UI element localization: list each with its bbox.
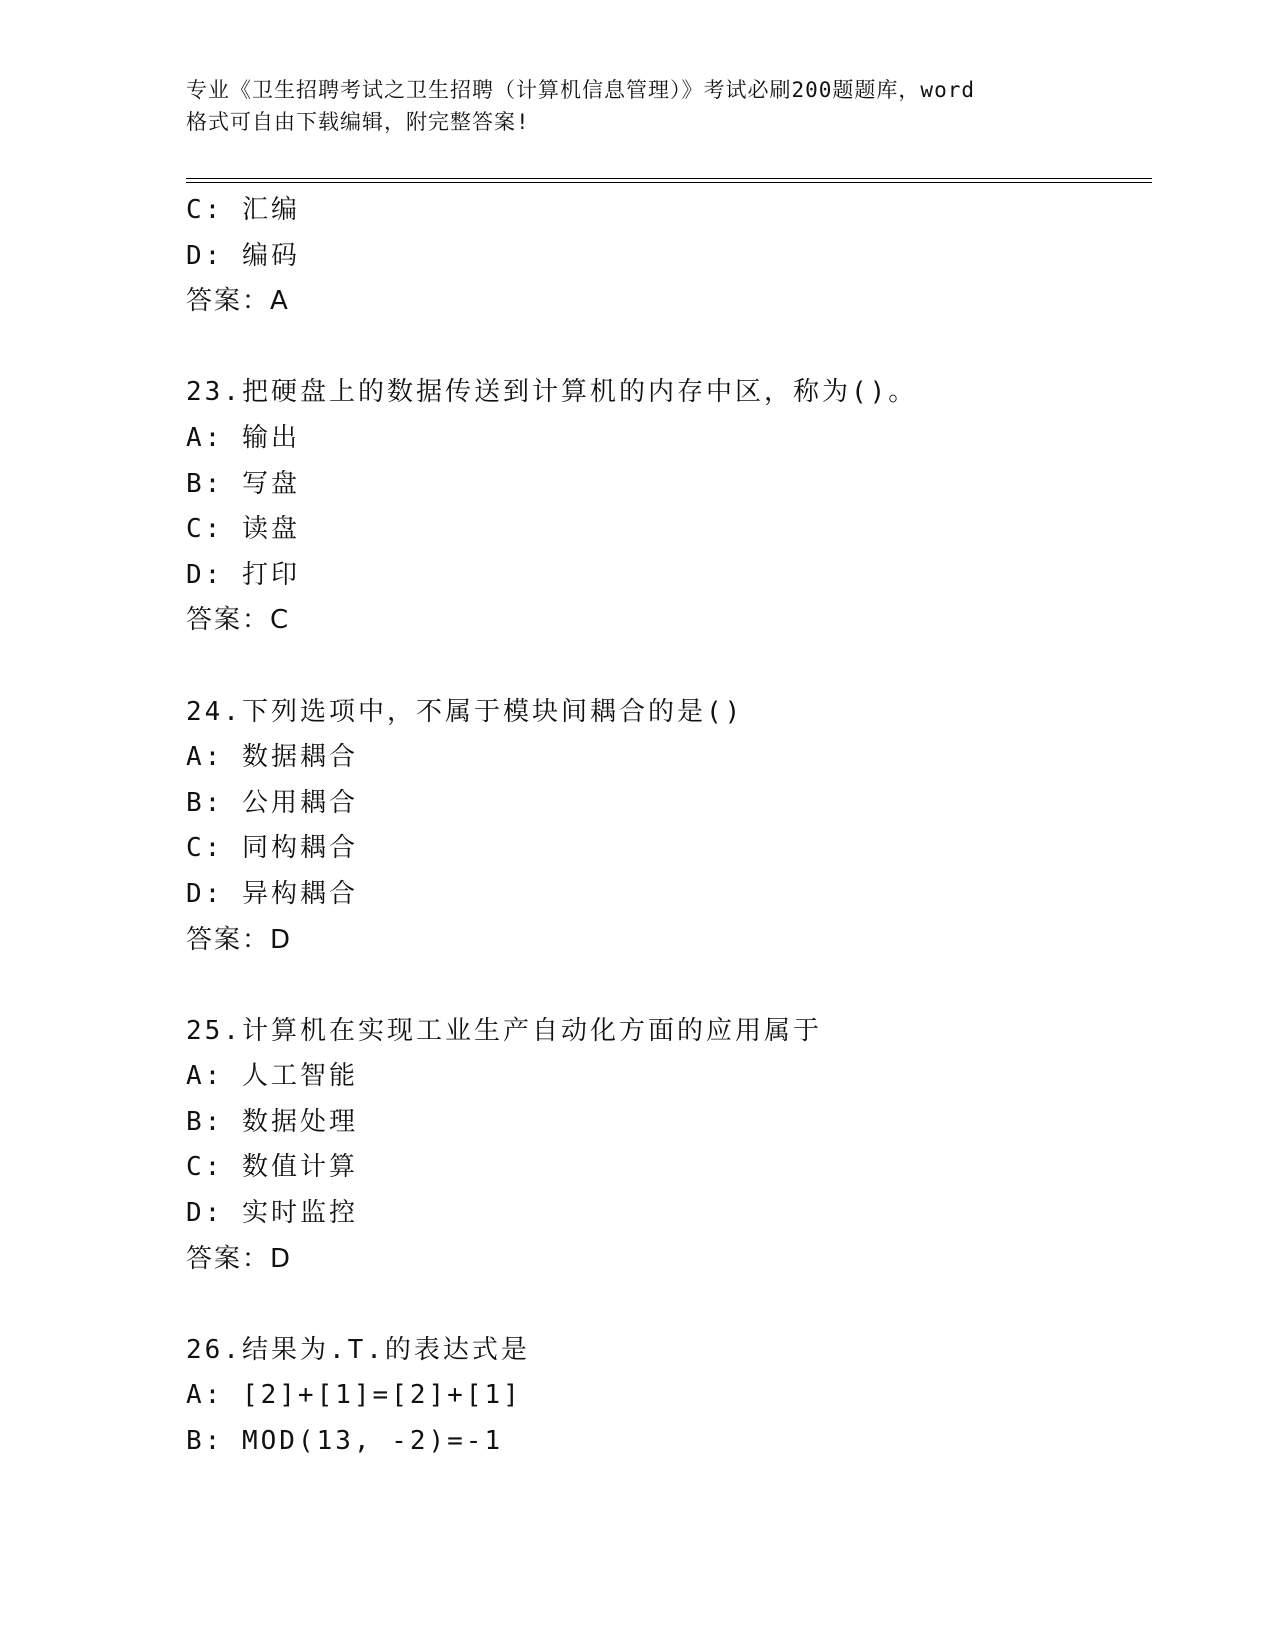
option-b: B: 写盘 — [186, 468, 300, 499]
question-stem: 26.结果为.T.的表达式是 — [186, 1334, 530, 1365]
answer-line: 答案：D — [186, 1243, 293, 1274]
header-line-2: 格式可自由下载编辑，附完整答案! — [186, 110, 530, 134]
question-stem: 24.下列选项中，不属于模块间耦合的是() — [186, 696, 744, 727]
question-block-25 — [186, 1009, 1152, 1283]
option-a: A: 人工智能 — [186, 1061, 358, 1092]
option-b: B: 公用耦合 — [186, 787, 358, 818]
option-a: A: [2]+[1]=[2]+[1] — [186, 1380, 522, 1411]
question-block-26 — [186, 1328, 1152, 1465]
spacer — [186, 963, 1152, 1009]
option-d: D: 打印 — [186, 559, 300, 590]
question-block-23 — [186, 370, 1152, 644]
question-stem: 23.把硬盘上的数据传送到计算机的内存中区，称为()。 — [186, 377, 918, 408]
option-d: D: 异构耦合 — [186, 878, 358, 909]
question-block-24 — [186, 690, 1152, 964]
option-c: C: 读盘 — [186, 514, 300, 545]
question-block-22 — [186, 188, 1152, 325]
answer-line: 答案：A — [186, 286, 290, 317]
option-c: C: 汇编 — [186, 195, 300, 225]
option-a: A: 数据耦合 — [186, 742, 358, 773]
question-stem: 25.计算机在实现工业生产自动化方面的应用属于 — [186, 1015, 822, 1046]
option-c: C: 数值计算 — [186, 1152, 358, 1183]
option-d: D: 编码 — [186, 240, 300, 271]
rule-line-top — [186, 178, 1152, 179]
option-a: A: 输出 — [186, 422, 300, 453]
spacer — [186, 1282, 1152, 1328]
option-c: C: 同构耦合 — [186, 833, 358, 864]
header-double-rule — [186, 178, 1152, 183]
question-list — [186, 188, 1152, 1465]
answer-line: 答案：C — [186, 605, 291, 636]
spacer — [186, 325, 1152, 371]
spacer — [186, 644, 1152, 690]
answer-line: 答案：D — [186, 924, 293, 955]
option-d: D: 实时监控 — [186, 1198, 358, 1229]
document-header — [186, 74, 1086, 138]
option-b: B: MOD(13, -2)=-1 — [186, 1426, 504, 1457]
rule-line-bottom — [186, 182, 1152, 183]
option-b: B: 数据处理 — [186, 1106, 358, 1137]
header-line-1: 专业《卫生招聘考试之卫生招聘（计算机信息管理）》考试必刷200题题库，word — [186, 78, 975, 102]
